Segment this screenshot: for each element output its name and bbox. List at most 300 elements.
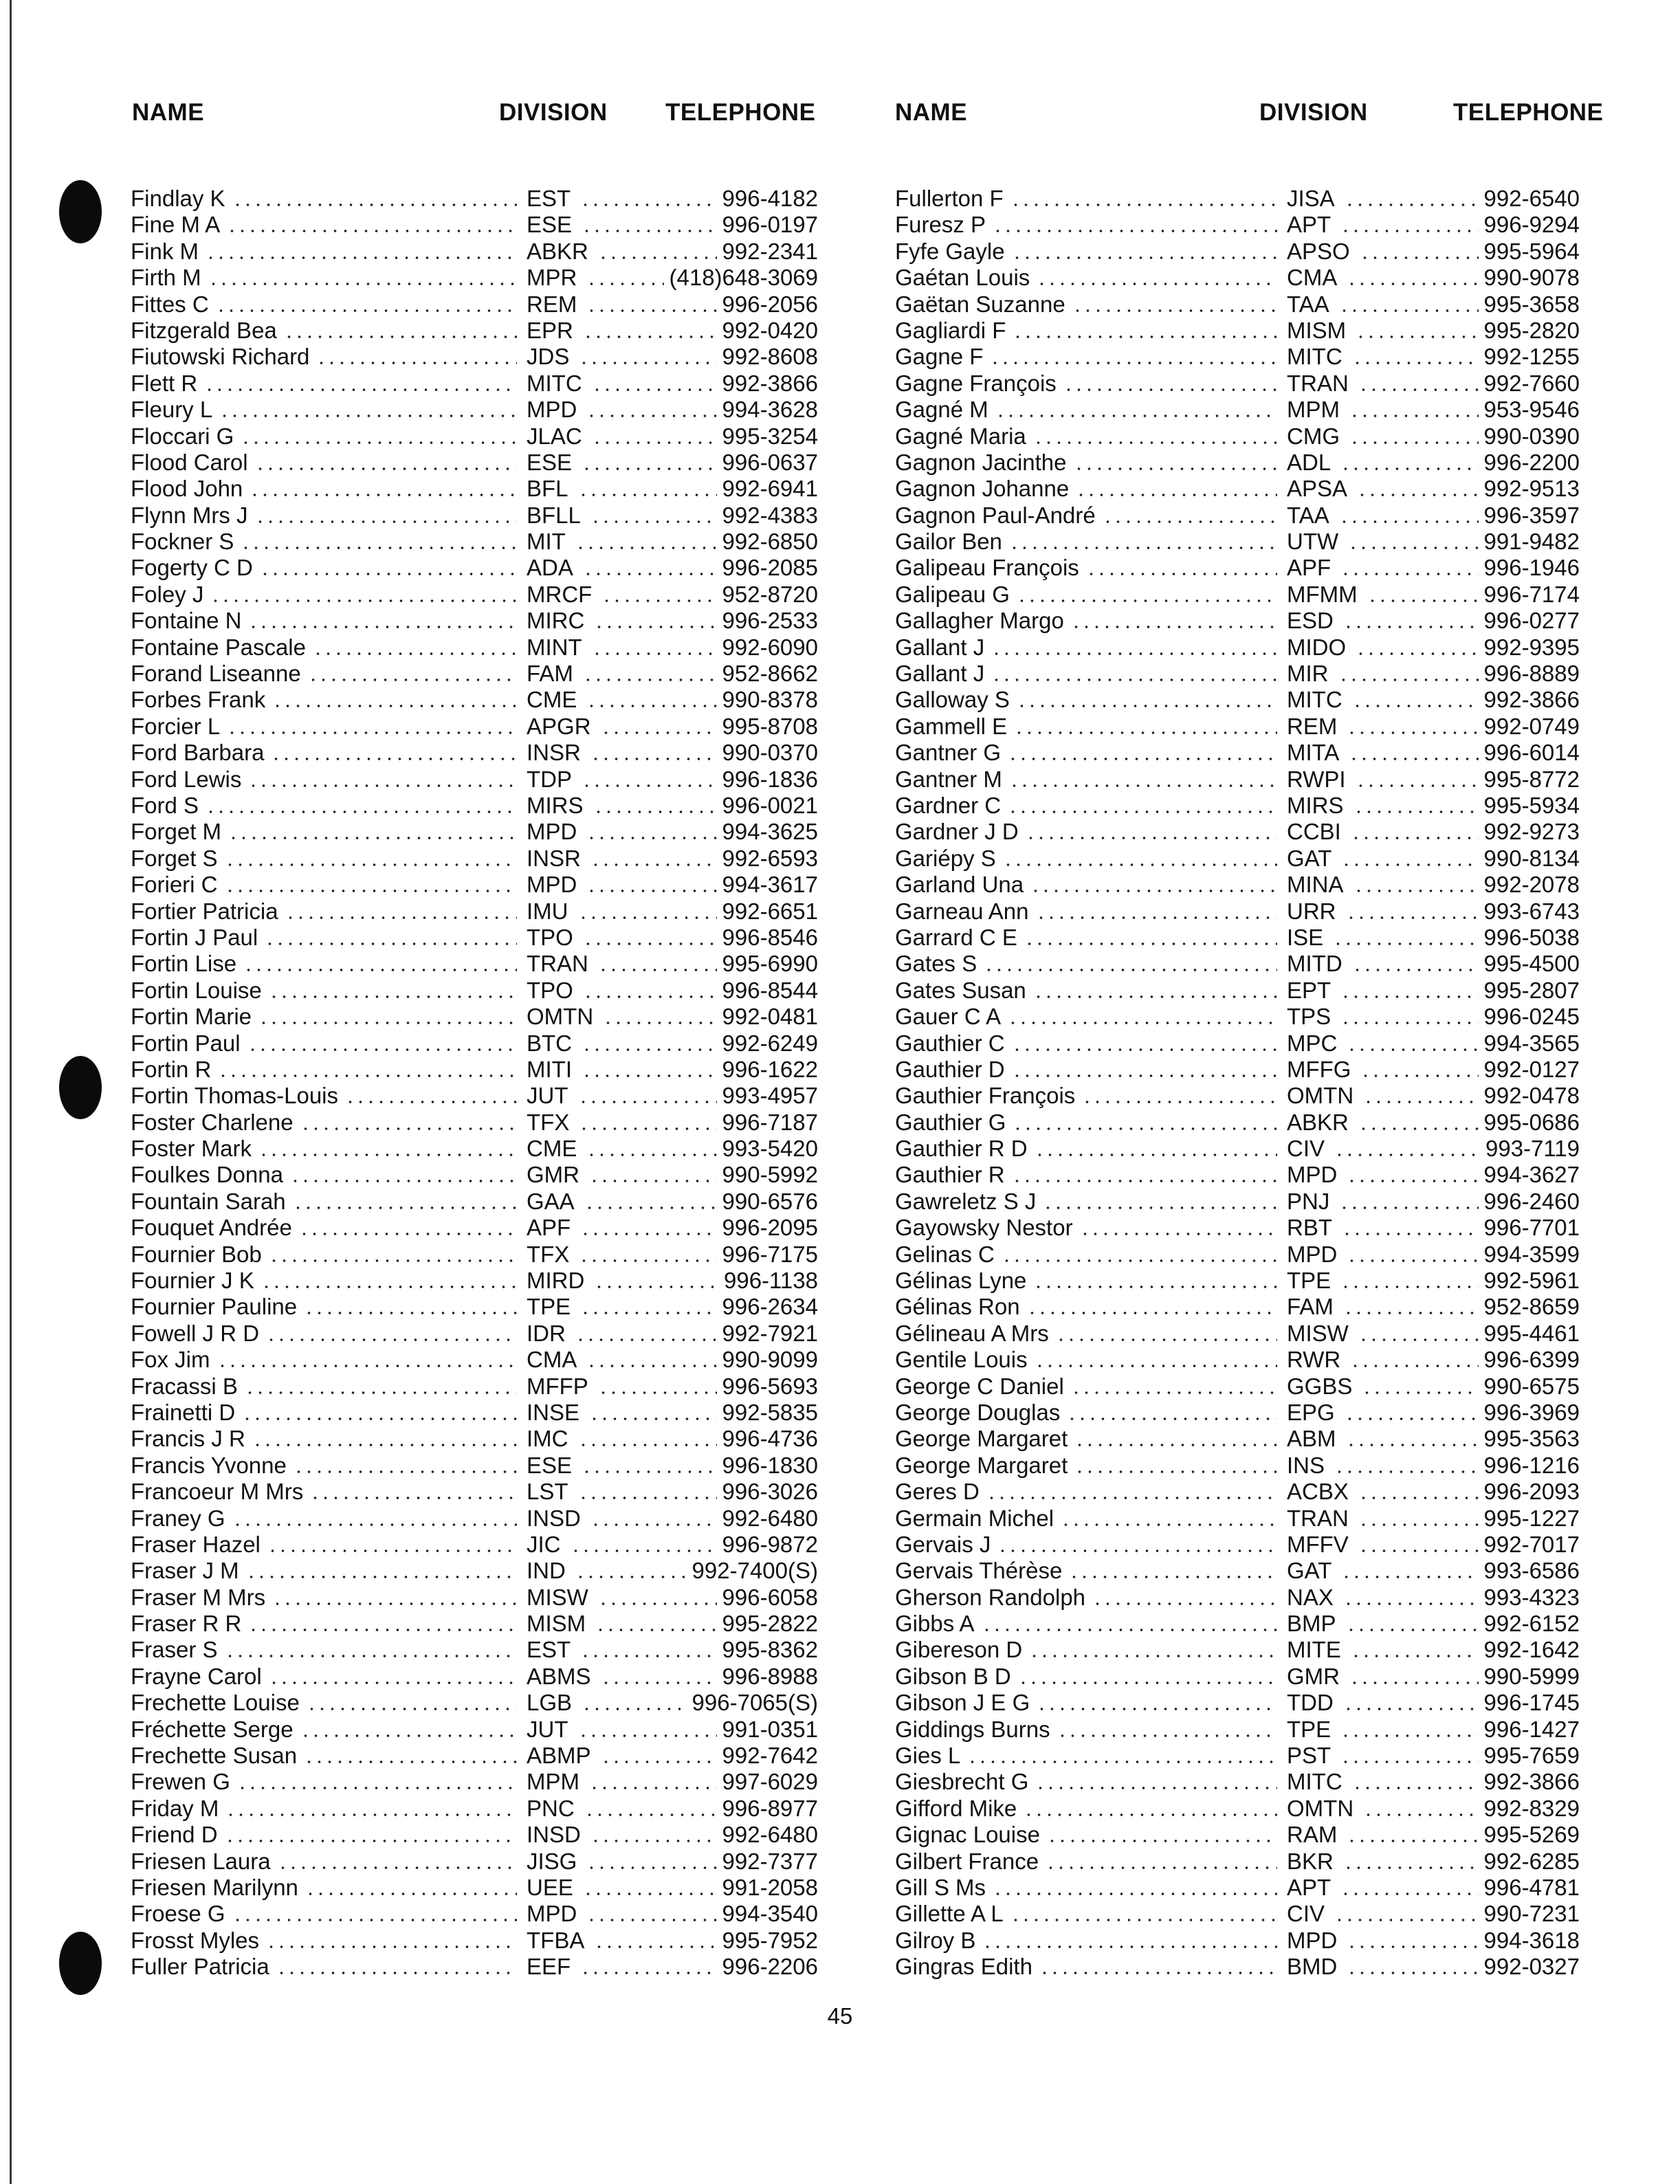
- dot-leader: [1035, 1154, 1277, 1156]
- dot-leader: [1069, 1576, 1277, 1578]
- directory-entry: [131, 872, 859, 898]
- dot-leader: [1342, 1233, 1479, 1235]
- entry-division: JISA: [1287, 186, 1335, 211]
- entry-telephone: 992-6540: [1483, 186, 1580, 211]
- entry-division: MPD: [527, 397, 577, 423]
- dot-leader: [579, 1127, 716, 1130]
- entry-name: Galipeau G: [895, 581, 1010, 607]
- dot-leader: [1353, 890, 1479, 892]
- entry-division: INSE: [527, 1399, 580, 1425]
- dot-leader: [582, 1048, 717, 1051]
- entry-name: Flood John: [131, 476, 243, 502]
- entry-telephone: 990-9078: [1483, 265, 1580, 291]
- entry-division: MRCF: [527, 581, 593, 607]
- directory-entry: [131, 291, 859, 318]
- entry-division: TDD: [1287, 1690, 1334, 1716]
- entry-name: Fontaine Pascale: [131, 634, 306, 660]
- directory-entry: [131, 1110, 859, 1136]
- dot-leader: [1033, 441, 1277, 444]
- directory-entry: [131, 978, 859, 1004]
- dot-leader: [1346, 1629, 1479, 1631]
- entry-division: MPM: [1287, 397, 1340, 423]
- dot-leader: [1360, 256, 1479, 259]
- entry-name: Fortin Lise: [131, 951, 237, 977]
- entry-telephone: 996-6399: [1483, 1347, 1580, 1373]
- entry-division: REM: [527, 291, 577, 317]
- entry-telephone: 995-2807: [1483, 977, 1580, 1003]
- entry-division: INSR: [527, 845, 581, 871]
- dot-leader: [592, 441, 717, 444]
- dot-leader: [204, 388, 517, 391]
- entry-name: Ford S: [131, 792, 199, 818]
- dot-leader: [1343, 1708, 1479, 1710]
- dot-leader: [1358, 1523, 1479, 1526]
- dot-leader: [982, 1629, 1277, 1631]
- entry-division: CMG: [1287, 423, 1340, 449]
- entry-telephone: 996-8546: [722, 924, 818, 950]
- dot-leader: [225, 1840, 517, 1842]
- entry-telephone: 994-3625: [722, 819, 818, 845]
- entry-name: Gignac Louise: [895, 1822, 1040, 1848]
- entry-division: MIR: [1287, 661, 1329, 687]
- entry-division: GAT: [1287, 845, 1332, 871]
- dot-leader: [580, 1655, 716, 1657]
- entry-telephone: 992-2341: [722, 238, 818, 264]
- entry-name: Gervais J: [895, 1531, 991, 1557]
- entry-name: Gibson J E G: [895, 1690, 1030, 1716]
- directory-entry: [131, 1505, 859, 1532]
- dot-leader: [586, 283, 663, 285]
- dot-leader: [594, 626, 716, 628]
- entry-division: INS: [1287, 1452, 1325, 1478]
- dot-leader: [1010, 203, 1277, 206]
- dot-leader: [583, 679, 717, 681]
- entry-division: MPD: [527, 819, 577, 845]
- entry-telephone: 996-7701: [1483, 1215, 1580, 1241]
- entry-telephone: 996-8544: [722, 977, 818, 1003]
- dot-leader: [586, 890, 716, 892]
- entry-name: Gaëtan Suzanne: [895, 291, 1065, 317]
- dot-leader: [586, 1866, 716, 1869]
- entry-name: Gardner J D: [895, 819, 1019, 845]
- entry-division: ESE: [527, 1452, 573, 1478]
- dot-leader: [245, 1391, 517, 1394]
- entry-name: Fréchette Serge: [131, 1716, 294, 1742]
- entry-division: TRAN: [1287, 370, 1349, 396]
- directory-entry: [131, 714, 859, 740]
- dot-leader: [218, 1074, 517, 1077]
- entry-division: TPE: [1287, 1268, 1331, 1294]
- dot-leader: [601, 1761, 717, 1763]
- entry-division: APF: [527, 1215, 571, 1241]
- directory-entry: [131, 1136, 859, 1162]
- entry-division: GAA: [527, 1188, 575, 1214]
- entry-telephone: 996-2093: [1483, 1479, 1580, 1505]
- entry-division: LGB: [527, 1690, 573, 1716]
- entry-telephone: 996-1216: [1483, 1452, 1580, 1478]
- entry-telephone: 992-1642: [1483, 1637, 1580, 1663]
- entry-name: Fournier Pauline: [131, 1294, 298, 1320]
- dot-leader: [1339, 1206, 1478, 1209]
- dot-leader: [272, 1602, 517, 1605]
- dot-leader: [1074, 1444, 1277, 1446]
- directory-entry: [895, 1400, 1624, 1426]
- directory-entry: [131, 1849, 859, 1875]
- directory-entry: [895, 1664, 1624, 1690]
- entry-telephone: (418)648-3069: [669, 265, 818, 291]
- directory-entry: [895, 1875, 1624, 1901]
- entry-division: ADA: [527, 555, 573, 581]
- entry-telephone: 995-1227: [1483, 1505, 1580, 1531]
- entry-name: Furesz P: [895, 212, 986, 238]
- dot-leader: [1012, 256, 1277, 259]
- entry-name: Frechette Susan: [131, 1743, 298, 1769]
- dot-leader: [1008, 758, 1277, 760]
- dot-leader: [578, 916, 717, 919]
- entry-telephone: 992-3866: [1483, 687, 1580, 713]
- dot-leader: [1347, 731, 1478, 734]
- directory-entry: [895, 1901, 1624, 1927]
- dot-leader: [1352, 1787, 1479, 1789]
- dot-leader: [248, 626, 517, 628]
- dot-leader: [589, 1180, 717, 1182]
- dot-leader: [601, 1681, 717, 1684]
- dot-leader: [1367, 599, 1479, 602]
- dot-leader: [1036, 916, 1278, 919]
- entry-name: Gauthier C: [895, 1030, 1005, 1056]
- dot-leader: [1013, 1127, 1277, 1130]
- entry-division: MPD: [527, 872, 577, 898]
- entry-telephone: 992-0327: [1483, 1954, 1580, 1980]
- dot-leader: [1008, 1022, 1277, 1024]
- dot-leader: [584, 1813, 717, 1816]
- dot-leader: [601, 599, 716, 602]
- directory-entry: [895, 1637, 1624, 1663]
- entry-telephone: 996-2634: [722, 1294, 818, 1320]
- entry-name: Foster Mark: [131, 1136, 252, 1162]
- entry-division: MFFG: [1287, 1056, 1351, 1082]
- dot-leader: [206, 256, 517, 259]
- entry-telephone: 992-1255: [1483, 344, 1580, 370]
- directory-entry: [895, 1294, 1624, 1320]
- entry-telephone: 996-9294: [1483, 212, 1580, 238]
- dot-leader: [997, 1549, 1277, 1552]
- entry-division: MPD: [1287, 1241, 1338, 1267]
- dot-leader: [1339, 520, 1479, 523]
- entry-division: TRAN: [527, 951, 588, 977]
- entry-telephone: 995-3254: [722, 423, 818, 449]
- entry-name: Fogerty C D: [131, 555, 253, 581]
- entry-division: MPD: [527, 1901, 577, 1927]
- entry-division: MITC: [1287, 687, 1342, 713]
- entry-telephone: 996-1745: [1483, 1690, 1580, 1716]
- entry-division: FAM: [1287, 1294, 1334, 1320]
- dot-leader: [582, 467, 716, 470]
- dot-leader: [1345, 203, 1479, 206]
- entry-telephone: 992-6249: [722, 1030, 818, 1056]
- entry-telephone: 996-0277: [1483, 608, 1580, 634]
- directory-entry: [895, 978, 1624, 1004]
- dot-leader: [1347, 1972, 1478, 1974]
- dot-leader: [982, 1945, 1277, 1948]
- entry-name: Gantner M: [895, 766, 1002, 792]
- dot-leader: [594, 1286, 718, 1288]
- directory-entry: [895, 1690, 1624, 1716]
- entry-name: Fiutowski Richard: [131, 344, 310, 370]
- dot-leader: [1092, 1602, 1277, 1605]
- directory-entry: [131, 1928, 859, 1954]
- entry-telephone: 990-8134: [1483, 845, 1580, 871]
- directory-entry: [131, 212, 859, 238]
- directory-entry: [895, 1822, 1624, 1848]
- directory-entry: [895, 291, 1624, 318]
- directory-entry: [895, 1215, 1624, 1241]
- entry-division: ABMP: [527, 1743, 591, 1769]
- entry-division: EST: [527, 186, 571, 211]
- entry-telephone: 996-2460: [1483, 1188, 1580, 1214]
- entry-division: ABKR: [527, 238, 588, 264]
- entry-name: Forieri C: [131, 872, 218, 898]
- entry-telephone: 992-8329: [1483, 1795, 1580, 1821]
- entry-name: Gingras Edith: [895, 1954, 1032, 1980]
- entry-division: MITE: [1287, 1637, 1341, 1663]
- entry-name: Fournier Bob: [131, 1241, 262, 1267]
- directory-entry: [131, 555, 859, 581]
- entry-name: Gagne F: [895, 344, 984, 370]
- dot-leader: [1358, 388, 1479, 391]
- entry-division: MFMM: [1287, 581, 1358, 607]
- directory-entry: [895, 1057, 1624, 1083]
- dot-leader: [248, 784, 517, 787]
- dot-leader: [258, 1154, 517, 1156]
- directory-entry: [895, 1268, 1624, 1294]
- directory-entry: [131, 1479, 859, 1505]
- dot-leader: [579, 1259, 716, 1262]
- dot-leader: [583, 995, 717, 998]
- entry-name: Fortin Marie: [131, 1004, 252, 1030]
- dot-leader: [1024, 942, 1277, 945]
- dot-leader: [232, 1523, 517, 1526]
- entry-division: JUT: [527, 1716, 568, 1742]
- entry-telephone: 992-4383: [722, 502, 818, 528]
- dot-leader: [290, 1180, 517, 1182]
- dot-leader: [1340, 1761, 1478, 1763]
- entry-telephone: 996-2085: [722, 555, 818, 581]
- directory-entry: [131, 793, 859, 819]
- entry-telephone: 993-4957: [722, 1083, 818, 1109]
- entry-name: Galipeau François: [895, 555, 1079, 581]
- dot-leader: [1009, 547, 1277, 549]
- directory-entry: [131, 1268, 859, 1294]
- directory-entry: [131, 1637, 859, 1663]
- entry-division: INSD: [527, 1822, 581, 1848]
- dot-leader: [1345, 1418, 1479, 1420]
- entry-telephone: 992-6480: [722, 1505, 818, 1531]
- directory-entry: [131, 450, 859, 476]
- dot-leader: [1346, 1444, 1479, 1446]
- dot-leader: [1351, 837, 1479, 839]
- dot-leader: [316, 362, 517, 364]
- entry-telephone: 992-6285: [1483, 1848, 1580, 1874]
- entry-name: Friesen Marilynn: [131, 1875, 298, 1900]
- entry-telephone: 996-9872: [722, 1531, 818, 1557]
- entry-name: Gélinas Lyne: [895, 1268, 1027, 1294]
- dot-leader: [241, 547, 517, 549]
- directory-entry: [131, 1743, 859, 1769]
- entry-division: RBT: [1287, 1215, 1332, 1241]
- dot-leader: [995, 415, 1277, 417]
- dot-leader: [1057, 1734, 1277, 1737]
- dot-leader: [1035, 1365, 1277, 1367]
- dot-leader: [594, 1945, 716, 1948]
- entry-telephone: 952-8662: [722, 661, 818, 687]
- dot-leader: [1012, 1074, 1277, 1077]
- dot-leader: [584, 1206, 717, 1209]
- dot-leader: [206, 810, 517, 813]
- directory-entry: [131, 1162, 859, 1188]
- directory-entry: [895, 212, 1624, 238]
- entry-telephone: 995-5269: [1483, 1822, 1580, 1848]
- entry-name: Gayowsky Nestor: [895, 1215, 1073, 1241]
- dot-leader: [575, 547, 717, 549]
- dot-leader: [1340, 1893, 1478, 1895]
- entry-division: OMTN: [527, 1004, 594, 1030]
- entry-telephone: 952-8720: [722, 581, 818, 607]
- entry-telephone: 996-4781: [1483, 1875, 1580, 1900]
- right-division-header: DIVISION: [1259, 99, 1368, 126]
- entry-telephone: 992-0481: [722, 1004, 818, 1030]
- dot-leader: [1017, 705, 1277, 707]
- entry-telephone: 994-3627: [1483, 1162, 1580, 1188]
- dot-leader: [1340, 573, 1478, 575]
- entry-telephone: 996-1427: [1483, 1716, 1580, 1742]
- dot-leader: [1033, 995, 1277, 998]
- dot-leader: [595, 1629, 716, 1631]
- dot-leader: [310, 1497, 517, 1499]
- entry-division: TFX: [527, 1109, 570, 1135]
- dot-leader: [1067, 1418, 1277, 1420]
- dot-leader: [590, 1840, 717, 1842]
- dot-leader: [589, 1787, 717, 1789]
- dot-leader: [598, 969, 717, 971]
- entry-name: Gailor Ben: [895, 529, 1002, 555]
- entry-name: Garland Una: [895, 872, 1024, 898]
- entry-division: URR: [1287, 898, 1336, 924]
- entry-division: APF: [1287, 555, 1331, 581]
- entry-name: Gagnon Johanne: [895, 476, 1070, 502]
- entry-name: Fontaine N: [131, 608, 242, 634]
- directory-entry: [131, 318, 859, 344]
- entry-name: Gillette A L: [895, 1901, 1004, 1927]
- entry-name: Gilbert France: [895, 1848, 1039, 1874]
- dot-leader: [250, 494, 517, 496]
- entry-telephone: 996-3969: [1483, 1399, 1580, 1425]
- entry-division: JUT: [527, 1083, 568, 1109]
- entry-telephone: 996-0021: [722, 792, 818, 818]
- dot-leader: [586, 415, 716, 417]
- dot-leader: [1071, 626, 1277, 628]
- entry-telephone: 996-4182: [722, 186, 818, 211]
- entry-telephone: 995-4500: [1483, 951, 1580, 977]
- dot-leader: [208, 283, 517, 285]
- directory-entry: [895, 1374, 1624, 1400]
- directory-entry: [131, 1954, 859, 1980]
- dot-leader: [1340, 1734, 1478, 1737]
- dot-leader: [307, 1708, 517, 1710]
- entry-name: Frechette Louise: [131, 1690, 300, 1716]
- entry-telephone: 995-4461: [1483, 1320, 1580, 1346]
- entry-name: Gherson Randolph: [895, 1584, 1086, 1610]
- entry-name: Froese G: [131, 1901, 225, 1927]
- directory-entry: [895, 1928, 1624, 1954]
- directory-entry: [131, 1901, 859, 1927]
- entry-division: TAA: [1287, 291, 1329, 317]
- directory-entry: [895, 1162, 1624, 1188]
- dot-leader: [582, 1470, 716, 1473]
- dot-leader: [267, 1549, 517, 1552]
- entry-telephone: 995-2820: [1483, 317, 1580, 343]
- entry-division: BTC: [527, 1030, 572, 1056]
- page-number: 45: [827, 2003, 853, 2029]
- entry-name: Gariépy S: [895, 845, 996, 871]
- dot-leader: [991, 679, 1277, 681]
- entry-name: Galloway S: [895, 687, 1010, 713]
- entry-telephone: 996-0637: [722, 449, 818, 475]
- entry-name: Fraser M Mrs: [131, 1584, 266, 1610]
- dot-leader: [1029, 1655, 1277, 1657]
- dot-leader: [272, 705, 517, 707]
- directory-entry: [895, 1505, 1624, 1532]
- dot-leader: [300, 1734, 517, 1737]
- dot-leader: [300, 1127, 517, 1130]
- directory-entry: [895, 397, 1624, 423]
- entry-division: MIRD: [527, 1268, 585, 1294]
- left-directory-list: [131, 186, 859, 1981]
- dot-leader: [1341, 1576, 1478, 1578]
- entry-division: ESD: [1287, 608, 1334, 634]
- directory-entry: [895, 819, 1624, 845]
- dot-leader: [575, 1338, 717, 1341]
- entry-telephone: 994-3617: [722, 872, 818, 898]
- entry-name: Forbes Frank: [131, 687, 266, 713]
- directory-entry: [895, 1030, 1624, 1057]
- entry-name: Forcier L: [131, 713, 221, 739]
- entry-division: BKR: [1287, 1848, 1334, 1874]
- dot-leader: [1046, 1866, 1277, 1869]
- dot-leader: [583, 335, 717, 338]
- entry-telephone: 995-8362: [722, 1637, 818, 1663]
- entry-division: ESE: [527, 212, 573, 238]
- entry-telephone: 992-7400(S): [692, 1558, 818, 1584]
- dot-leader: [1363, 1101, 1478, 1103]
- entry-telephone: 991-2058: [722, 1875, 818, 1900]
- entry-division: TFX: [527, 1241, 570, 1267]
- entry-telephone: 995-0686: [1483, 1109, 1580, 1135]
- dot-leader: [1012, 1180, 1277, 1182]
- entry-name: Fortier Patricia: [131, 898, 278, 924]
- dot-leader: [225, 890, 517, 892]
- entry-division: RWPI: [1287, 766, 1346, 792]
- dot-leader: [580, 1972, 716, 1974]
- dot-leader: [269, 1681, 517, 1684]
- dot-leader: [284, 335, 517, 338]
- left-telephone-header: TELEPHONE: [665, 99, 816, 126]
- entry-name: Gifford Mike: [895, 1795, 1017, 1821]
- dot-leader: [1347, 1180, 1478, 1182]
- dot-leader: [1340, 995, 1478, 998]
- directory-entry: [895, 1796, 1624, 1822]
- entry-name: Fullerton F: [895, 186, 1004, 211]
